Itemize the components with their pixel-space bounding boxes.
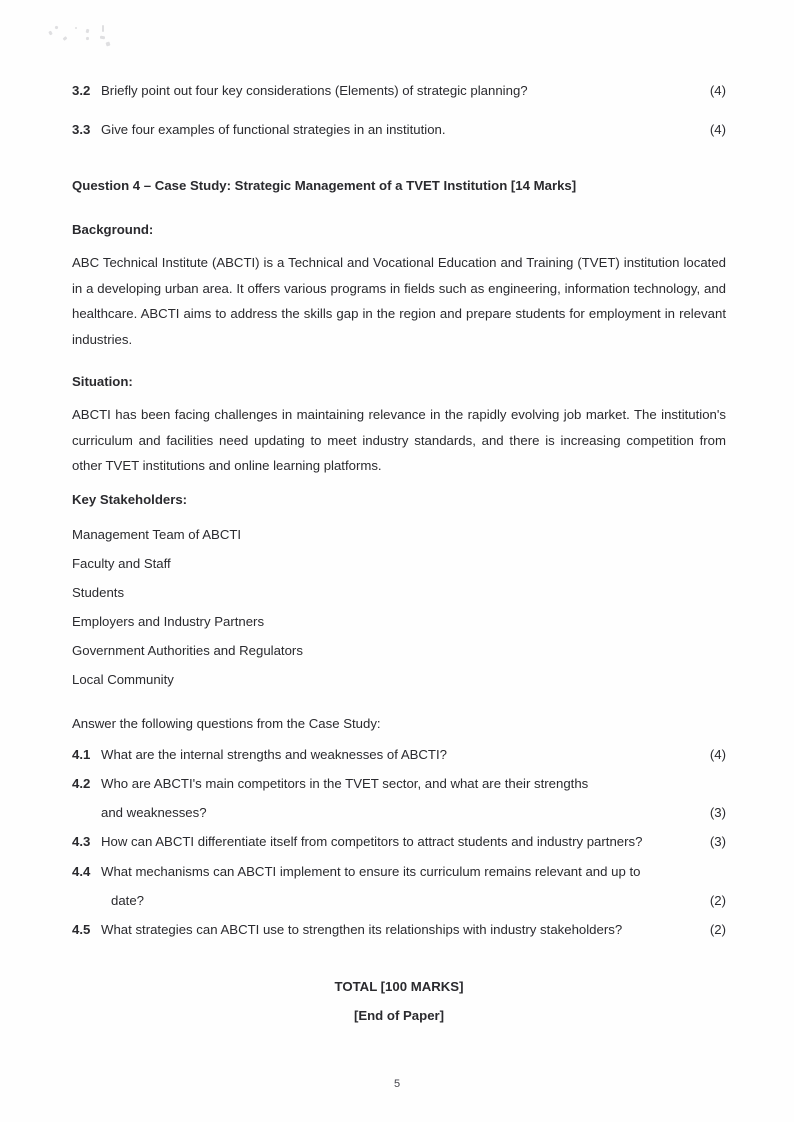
list-item: Management Team of ABCTI — [72, 527, 242, 542]
question-4-4 — [72, 862, 726, 881]
question-marks: (2) — [709, 922, 726, 937]
question-text: What are the internal strengths and weaknesses of ABCTI? — [101, 747, 447, 762]
question-marks: (3) — [709, 834, 726, 849]
question-3-2 — [72, 81, 726, 100]
case-study-lead-in: Answer the following questions from the Case Study: — [72, 716, 381, 731]
list-item: Local Community — [72, 672, 174, 687]
question-4-2-continuation — [72, 803, 726, 822]
list-item: Employers and Industry Partners — [72, 614, 265, 629]
question-number: 4.2 — [72, 776, 91, 791]
situation-label: Situation: — [72, 374, 133, 389]
question-text: Give four examples of functional strategies in an institution. — [101, 122, 446, 137]
question-text: What strategies can ABCTI use to strengthen its relationships with industry stakeholders? — [101, 922, 623, 937]
question-4-4-continuation — [72, 891, 726, 910]
page-number: 5 — [393, 1078, 401, 1090]
question-marks: (2) — [709, 893, 726, 908]
question-text: How can ABCTI differentiate itself from competitors to attract students and industry partners? — [101, 834, 643, 849]
question-number: 4.4 — [72, 864, 91, 879]
question-number: 4.1 — [72, 747, 91, 762]
list-item: Government Authorities and Regulators — [72, 643, 303, 658]
question-marks: (4) — [709, 83, 726, 98]
question-number: 3.3 — [72, 122, 91, 137]
scan-speckle-artifact — [45, 22, 125, 50]
question-4-2 — [72, 774, 726, 793]
question-4-1 — [72, 745, 726, 764]
question-number: 4.5 — [72, 922, 91, 937]
question-number: 4.3 — [72, 834, 91, 849]
question-3-3 — [72, 120, 726, 139]
question-text: Who are ABCTI's main competitors in the TVET sector, and what are their strengths — [101, 776, 589, 791]
question-marks: (4) — [709, 747, 726, 762]
question-text-continuation: date? — [111, 893, 145, 908]
total-marks: TOTAL [100 MARKS] — [334, 979, 464, 994]
question-4-5 — [72, 920, 726, 939]
end-of-paper: [End of Paper] — [353, 1008, 445, 1023]
list-item: Faculty and Staff — [72, 556, 171, 571]
situation-paragraph: ABCTI has been facing challenges in maintaining relevance in the rapidly evolving job market. The institution's curriculum and facilities need updating to meet industry standards, and there is increasing competition from other TVET institutions and online learning platforms. — [72, 407, 726, 474]
question-4-3 — [72, 832, 726, 851]
question-marks: (3) — [709, 805, 726, 820]
key-stakeholders-label: Key Stakeholders: — [72, 492, 188, 507]
question-text: Briefly point out four key considerations (Elements) of strategic planning? — [101, 83, 528, 98]
background-paragraph: ABC Technical Institute (ABCTI) is a Technical and Vocational Education and Training (TVET) institution located in a developing urban area. It offers various programs in fields such as engineering, information technology, and healthcare. ABCTI aims to address the skills gap in the region and prepare students for employment in relevant industries. — [72, 255, 726, 348]
question-marks: (4) — [709, 122, 726, 137]
background-label: Background: — [72, 222, 154, 237]
question-4-heading: Question 4 – Case Study: Strategic Management of a TVET Institution [14 Marks] — [72, 178, 577, 193]
question-text-continuation: and weaknesses? — [101, 805, 207, 820]
question-number: 3.2 — [72, 83, 91, 98]
question-text: What mechanisms can ABCTI implement to ensure its curriculum remains relevant and up to — [101, 864, 641, 879]
key-stakeholders-list — [72, 520, 303, 694]
list-item: Students — [72, 585, 125, 600]
